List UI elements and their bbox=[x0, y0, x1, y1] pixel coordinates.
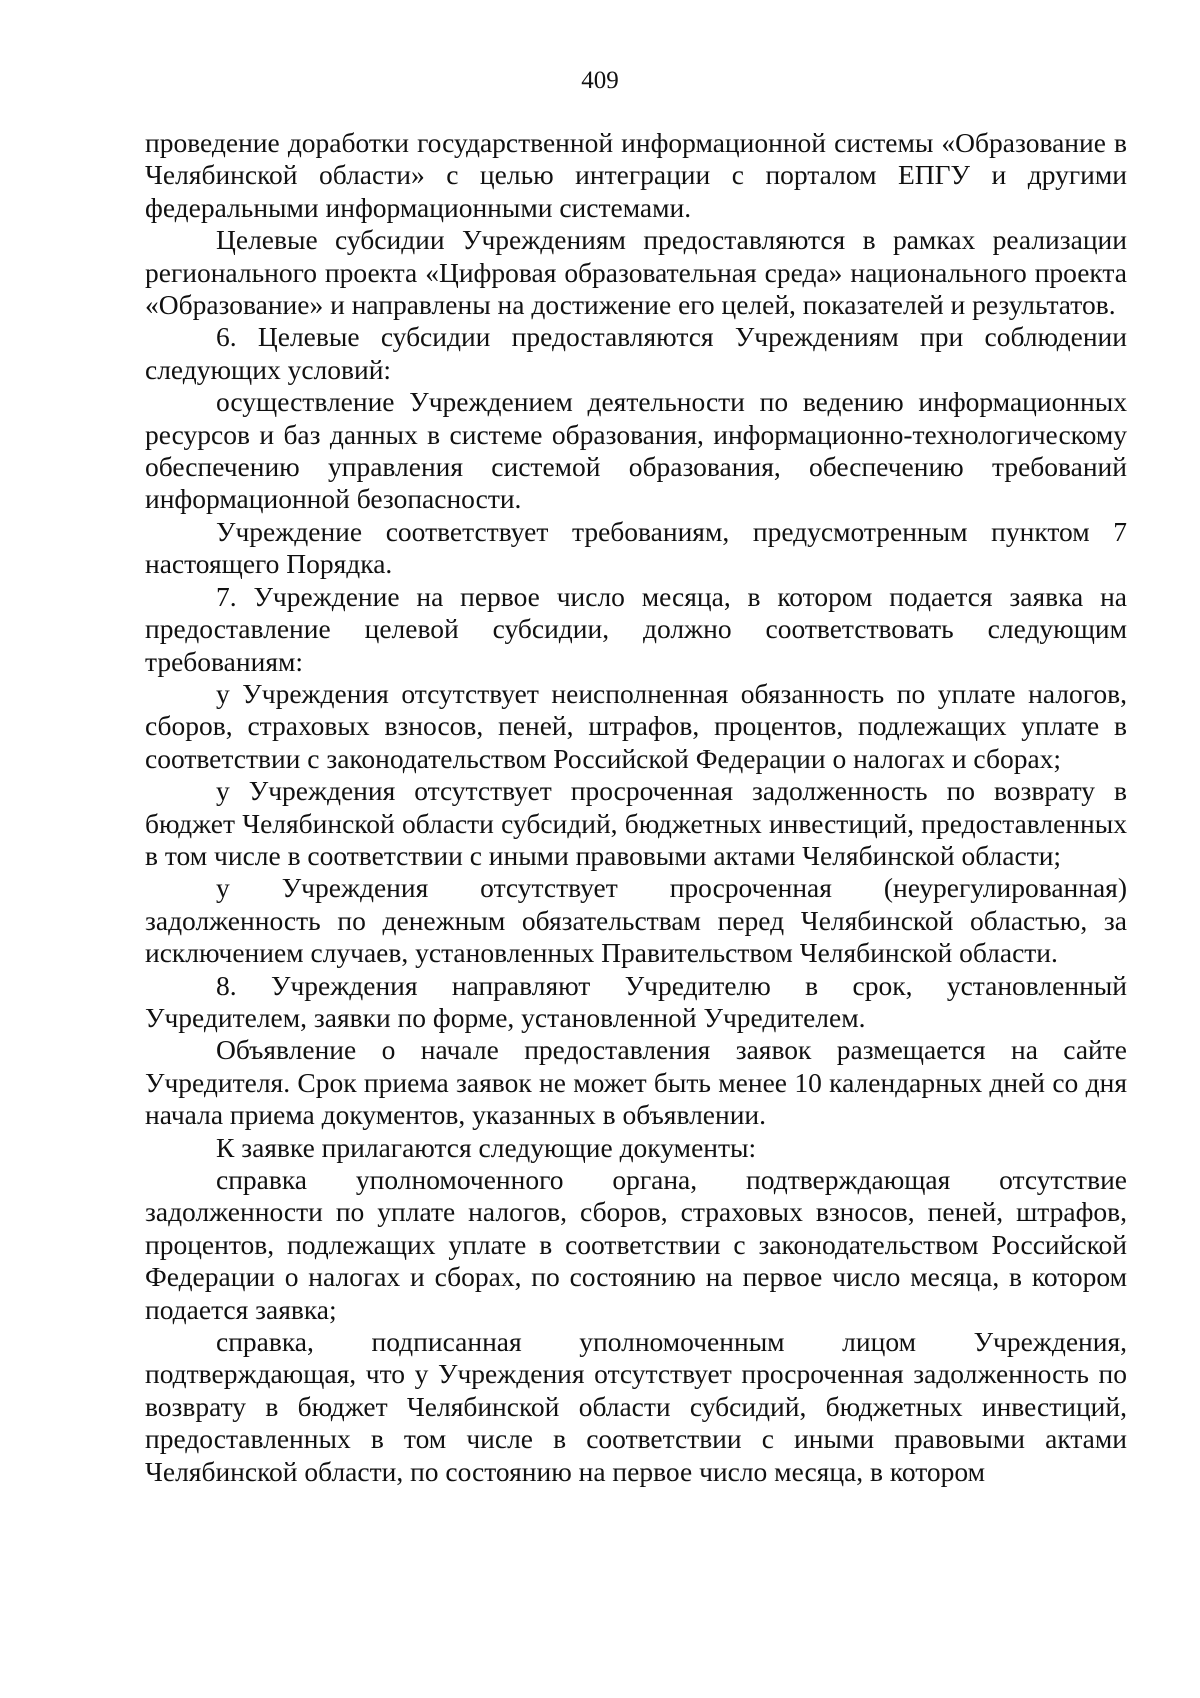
paragraph: у Учреждения отсутствует неисполненная обязанность по уплате налогов, сборов, страховых взносов, пеней, штрафов, процентов, подлежащих уплате в соответствии с законодательством Российской Федерации о налогах и сборах; bbox=[145, 677, 1127, 774]
paragraph-clause-7: 7. Учреждение на первое число месяца, в котором подается заявка на предоставление целевой субсидии, должно соответствовать следующим требованиям: bbox=[145, 580, 1127, 677]
paragraph: К заявке прилагаются следующие документы: bbox=[216, 1131, 757, 1163]
document-body bbox=[145, 127, 1127, 1488]
paragraph: осуществление Учреждением деятельности по ведению информационных ресурсов и баз данных в системе образования, информационно-технологическому обеспечению управления системой образования, обеспечению требований информационной безопасности. bbox=[145, 386, 1127, 515]
paragraph: у Учреждения отсутствует просроченная (неурегулированная) задолженность по денежным обязательствам перед Челябинской областью, за исключением случаев, установленных Правительством Челябинской области. bbox=[145, 872, 1127, 969]
paragraph: Учреждение соответствует требованиям, предусмотренным пунктом 7 настоящего Порядка. bbox=[145, 515, 1127, 580]
paragraph-clause-8: 8. Учреждения направляют Учредителю в срок, установленный Учредителем, заявки по форме, установленной Учредителем. bbox=[145, 969, 1127, 1033]
paragraph: справка, подписанная уполномоченным лицом Учреждения, подтверждающая, что у Учреждения отсутствует просроченная задолженность по возврату в бюджет Челябинской области субсидий, бюджетных инвестиций, предоставленных в том числе в соответствии с иными правовыми актами Челябинской области, по состоянию на первое число месяца, в котором bbox=[145, 1326, 1127, 1487]
page-number: 409 bbox=[581, 67, 619, 94]
paragraph-continuation: проведение доработки государственной информационной системы «Образование в Челябинской области» с целью интеграции с порталом ЕПГУ и другими федеральными информационными системами. bbox=[145, 127, 1127, 223]
paragraph: справка уполномоченного органа, подтверждающая отсутствие задолженности по уплате налогов, сборов, страховых взносов, пеней, штрафов, процентов, подлежащих уплате в соответствии с законодательством Российской Федерации о налогах и сборах, по состоянию на первое число месяца, в котором подается заявка; bbox=[145, 1164, 1127, 1325]
paragraph: Объявление о начале предоставления заявок размещается на сайте Учредителя. Срок приема заявок не может быть менее 10 календарных дней со дня начала приема документов, указанных в объявлении. bbox=[145, 1034, 1127, 1131]
paragraph: Целевые субсидии Учреждениям предоставляются в рамках реализации регионального проекта «Цифровая образовательная среда» национального проекта «Образование» и направлены на достижение его целей, показателей и результатов. bbox=[145, 224, 1127, 321]
paragraph: у Учреждения отсутствует просроченная задолженность по возврату в бюджет Челябинской области субсидий, бюджетных инвестиций, предоставленных в том числе в соответствии с иными правовыми актами Челябинской области; bbox=[145, 775, 1127, 871]
paragraph-clause-6: 6. Целевые субсидии предоставляются Учреждениям при соблюдении следующих условий: bbox=[145, 321, 1127, 385]
